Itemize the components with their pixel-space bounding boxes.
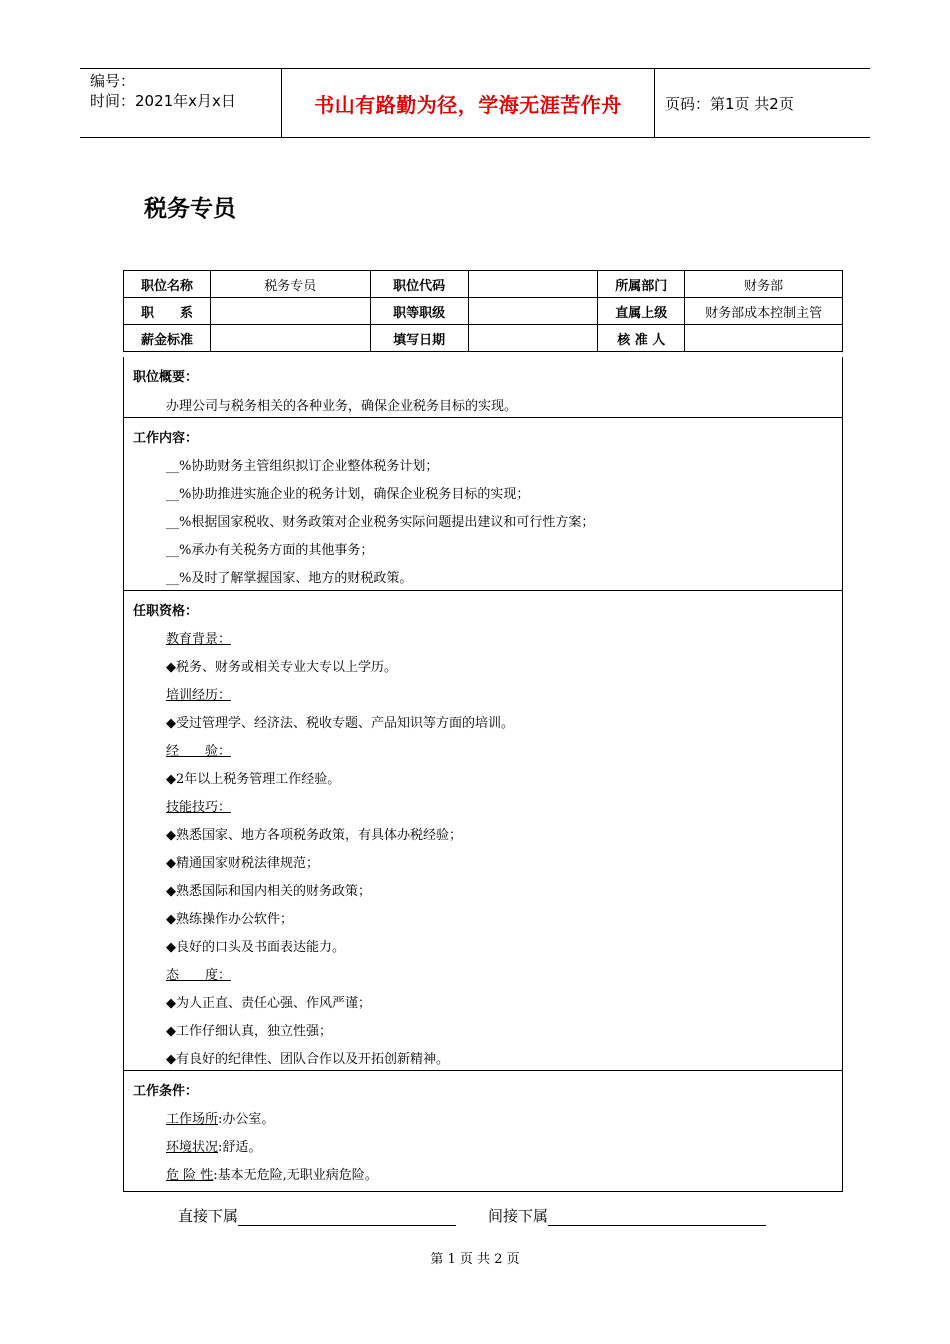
label-supervisor: 直属上级: [598, 298, 685, 325]
time-label: 时间：2021年x月x日: [90, 92, 236, 110]
duties-heading: 工作内容：: [133, 431, 199, 446]
environment-label: 环境状况: [166, 1140, 219, 1155]
place-label: 工作场所: [166, 1112, 219, 1127]
duty-item: __%协助推进实施企业的税务计划，确保企业税务目标的实现；: [166, 487, 530, 502]
value-job-family: [210, 298, 370, 325]
value-position-name: 税务专员: [210, 271, 370, 298]
header-motto: 书山有路勤为径，学海无涯苦作舟: [282, 69, 655, 137]
education-item: ◆税务、财务或相关专业大专以上学历。: [166, 660, 397, 675]
condition-environment: [166, 1136, 261, 1155]
label-department: 所属部门: [598, 271, 685, 298]
label-salary: 薪金标准: [124, 325, 211, 352]
direct-subordinates-line: [238, 1208, 456, 1226]
overview-text: 办理公司与税务相关的各种业务，确保企业税务目标的实现。: [166, 399, 518, 414]
skill-item: ◆熟悉国家、地方各项税务政策，有具体办税经验；: [166, 828, 462, 843]
attitude-item: ◆有良好的纪律性、团队合作以及开拓创新精神。: [166, 1052, 449, 1067]
duty-item: __%承办有关税务方面的其他事务；: [166, 543, 374, 558]
page-title: 税务专员: [144, 196, 236, 222]
value-position-code: [468, 271, 598, 298]
header-page-label: 页码：第1页 共2页: [665, 94, 794, 113]
page-footer: 第 1 页 共 2 页: [430, 1252, 520, 1267]
qualifications-heading: 任职资格：: [133, 604, 199, 619]
value-department: 财务部: [685, 271, 843, 298]
table-row: [124, 271, 843, 298]
label-position-code: 职位代码: [370, 271, 468, 298]
indirect-subordinates-label: 间接下属: [488, 1207, 549, 1225]
direct-subordinates: [178, 1205, 456, 1226]
skill-item: ◆精通国家财税法律规范；: [166, 856, 319, 871]
header-left: [80, 69, 282, 137]
label-position-name: 职位名称: [124, 271, 211, 298]
label-fill-date: 填写日期: [370, 325, 468, 352]
overview-heading: 职位概要：: [133, 370, 199, 385]
section-overview: [123, 357, 843, 418]
table-row: [124, 325, 843, 352]
value-grade: [468, 298, 598, 325]
skill-item: ◆熟练操作办公软件；: [166, 912, 293, 927]
value-approver: [685, 325, 843, 352]
indirect-subordinates: [488, 1205, 766, 1226]
skills-label: 技能技巧：: [166, 800, 232, 815]
training-label: 培训经历：: [166, 688, 232, 703]
duty-item: __%根据国家税收、财务政策对企业税务实际问题提出建议和可行性方案；: [166, 515, 595, 530]
conditions-heading: 工作条件：: [133, 1084, 199, 1099]
attitude-item: ◆为人正直、责任心强、作风严谨；: [166, 996, 371, 1011]
value-supervisor: 财务部成本控制主管: [685, 298, 843, 325]
duty-item: __%及时了解掌握国家、地方的财税政策。: [166, 571, 413, 586]
indirect-subordinates-line: [548, 1208, 766, 1226]
condition-place: [166, 1108, 274, 1127]
number-label: 编号：: [90, 72, 136, 90]
environment-value: :舒适。: [218, 1140, 262, 1155]
direct-subordinates-label: 直接下属: [178, 1207, 239, 1225]
section-qualifications: [123, 591, 843, 1071]
section-conditions: [123, 1071, 843, 1192]
education-label: 教育背景：: [166, 632, 232, 647]
label-grade: 职等职级: [370, 298, 468, 325]
training-item: ◆受过管理学、经济法、税收专题、产品知识等方面的培训。: [166, 716, 514, 731]
danger-label: 危 险 性: [166, 1168, 214, 1183]
place-value: :办公室。: [218, 1112, 275, 1127]
info-table: [123, 270, 843, 352]
page-header: [80, 68, 870, 138]
experience-item: ◆2年以上税务管理工作经验。: [166, 772, 341, 787]
danger-value: :基本无危险,无职业病危险。: [213, 1168, 378, 1183]
label-job-family: 职 系: [124, 298, 211, 325]
label-approver: 核 准 人: [598, 325, 685, 352]
attitude-item: ◆工作仔细认真，独立性强；: [166, 1024, 332, 1039]
skill-item: ◆熟悉国际和国内相关的财务政策；: [166, 884, 371, 899]
value-fill-date: [468, 325, 598, 352]
condition-danger: [166, 1164, 378, 1183]
table-row: [124, 298, 843, 325]
skill-item: ◆良好的口头及书面表达能力。: [166, 940, 345, 955]
section-duties: [123, 418, 843, 591]
duty-item: __%协助财务主管组织拟订企业整体税务计划；: [166, 459, 439, 474]
attitude-label: 态 度：: [166, 968, 232, 983]
value-salary: [210, 325, 370, 352]
experience-label: 经 验：: [166, 744, 232, 759]
